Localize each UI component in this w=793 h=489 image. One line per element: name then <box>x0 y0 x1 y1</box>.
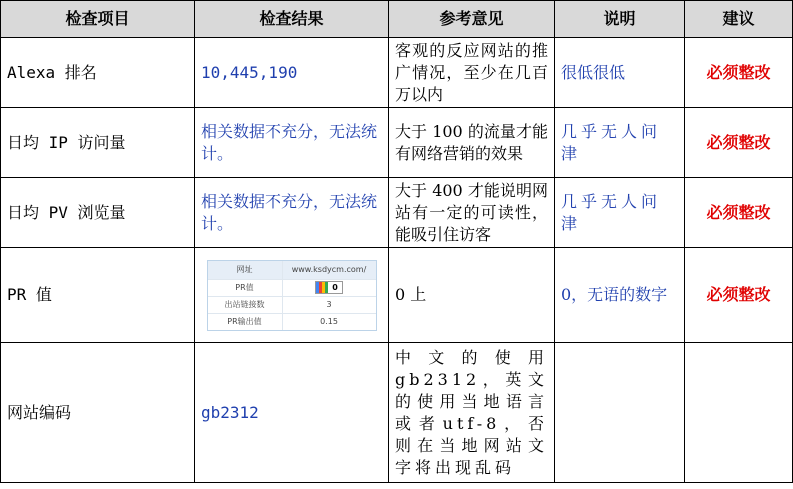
row-advice: 必须整改 <box>685 248 793 343</box>
row-advice: 必须整改 <box>685 38 793 108</box>
pr-value: 0.15 <box>320 316 338 326</box>
header-description: 说明 <box>555 1 685 38</box>
row-description: 几乎无人问津 <box>555 178 685 248</box>
google-logo-icon <box>316 282 328 293</box>
table-row <box>1 38 793 108</box>
row-item: 日均 IP 访问量 <box>1 108 195 178</box>
header-item: 检查项目 <box>1 1 195 38</box>
row-item: Alexa 排名 <box>1 38 195 108</box>
pr-header-value: www.ksdycm.com/ <box>291 264 367 274</box>
row-reference: 大于 100 的流量才能有网络营销的效果 <box>389 108 555 178</box>
row-result-widget <box>195 248 389 343</box>
row-reference: 0 上 <box>389 248 555 343</box>
header-result: 检查结果 <box>195 1 389 38</box>
row-result: gb2312 <box>195 343 389 483</box>
row-description <box>555 343 685 483</box>
pr-header-row <box>208 261 376 279</box>
row-result: 10,445,190 <box>195 38 389 108</box>
row-description: 几乎无人问津 <box>555 108 685 178</box>
row-advice: 必须整改 <box>685 178 793 248</box>
row-item: 日均 PV 浏览量 <box>1 178 195 248</box>
pr-row <box>208 313 376 330</box>
table-row <box>1 108 793 178</box>
row-advice: 必须整改 <box>685 108 793 178</box>
pagerank-badge <box>315 281 343 294</box>
row-item: PR 值 <box>1 248 195 343</box>
pr-header-key: 网址 <box>208 261 283 279</box>
pr-value: 3 <box>326 299 332 309</box>
pr-key: PR值 <box>208 280 283 296</box>
row-description: 0，无语的数字 <box>555 248 685 343</box>
row-reference: 大于 400 才能说明网站有一定的可读性，能吸引住访客 <box>389 178 555 248</box>
header-advice: 建议 <box>685 1 793 38</box>
row-result: 相关数据不充分，无法统计。 <box>195 178 389 248</box>
header-reference: 参考意见 <box>389 1 555 38</box>
header-row <box>1 1 793 38</box>
pr-key: PR输出值 <box>208 314 283 330</box>
pr-key: 出站链接数 <box>208 297 283 313</box>
table-row <box>1 343 793 483</box>
pr-value: 0 <box>332 282 338 292</box>
pagerank-widget <box>207 260 377 331</box>
table-row <box>1 248 793 343</box>
table-row <box>1 178 793 248</box>
row-result: 相关数据不充分，无法统计。 <box>195 108 389 178</box>
row-item: 网站编码 <box>1 343 195 483</box>
row-description: 很低很低 <box>555 38 685 108</box>
row-advice <box>685 343 793 483</box>
row-reference: 中文的使用gb2312，英文的使用当地语言或者utf-8，否则在当地网站文字将出现乱码 <box>389 343 555 483</box>
row-reference: 客观的反应网站的推广情况，至少在几百万以内 <box>389 38 555 108</box>
